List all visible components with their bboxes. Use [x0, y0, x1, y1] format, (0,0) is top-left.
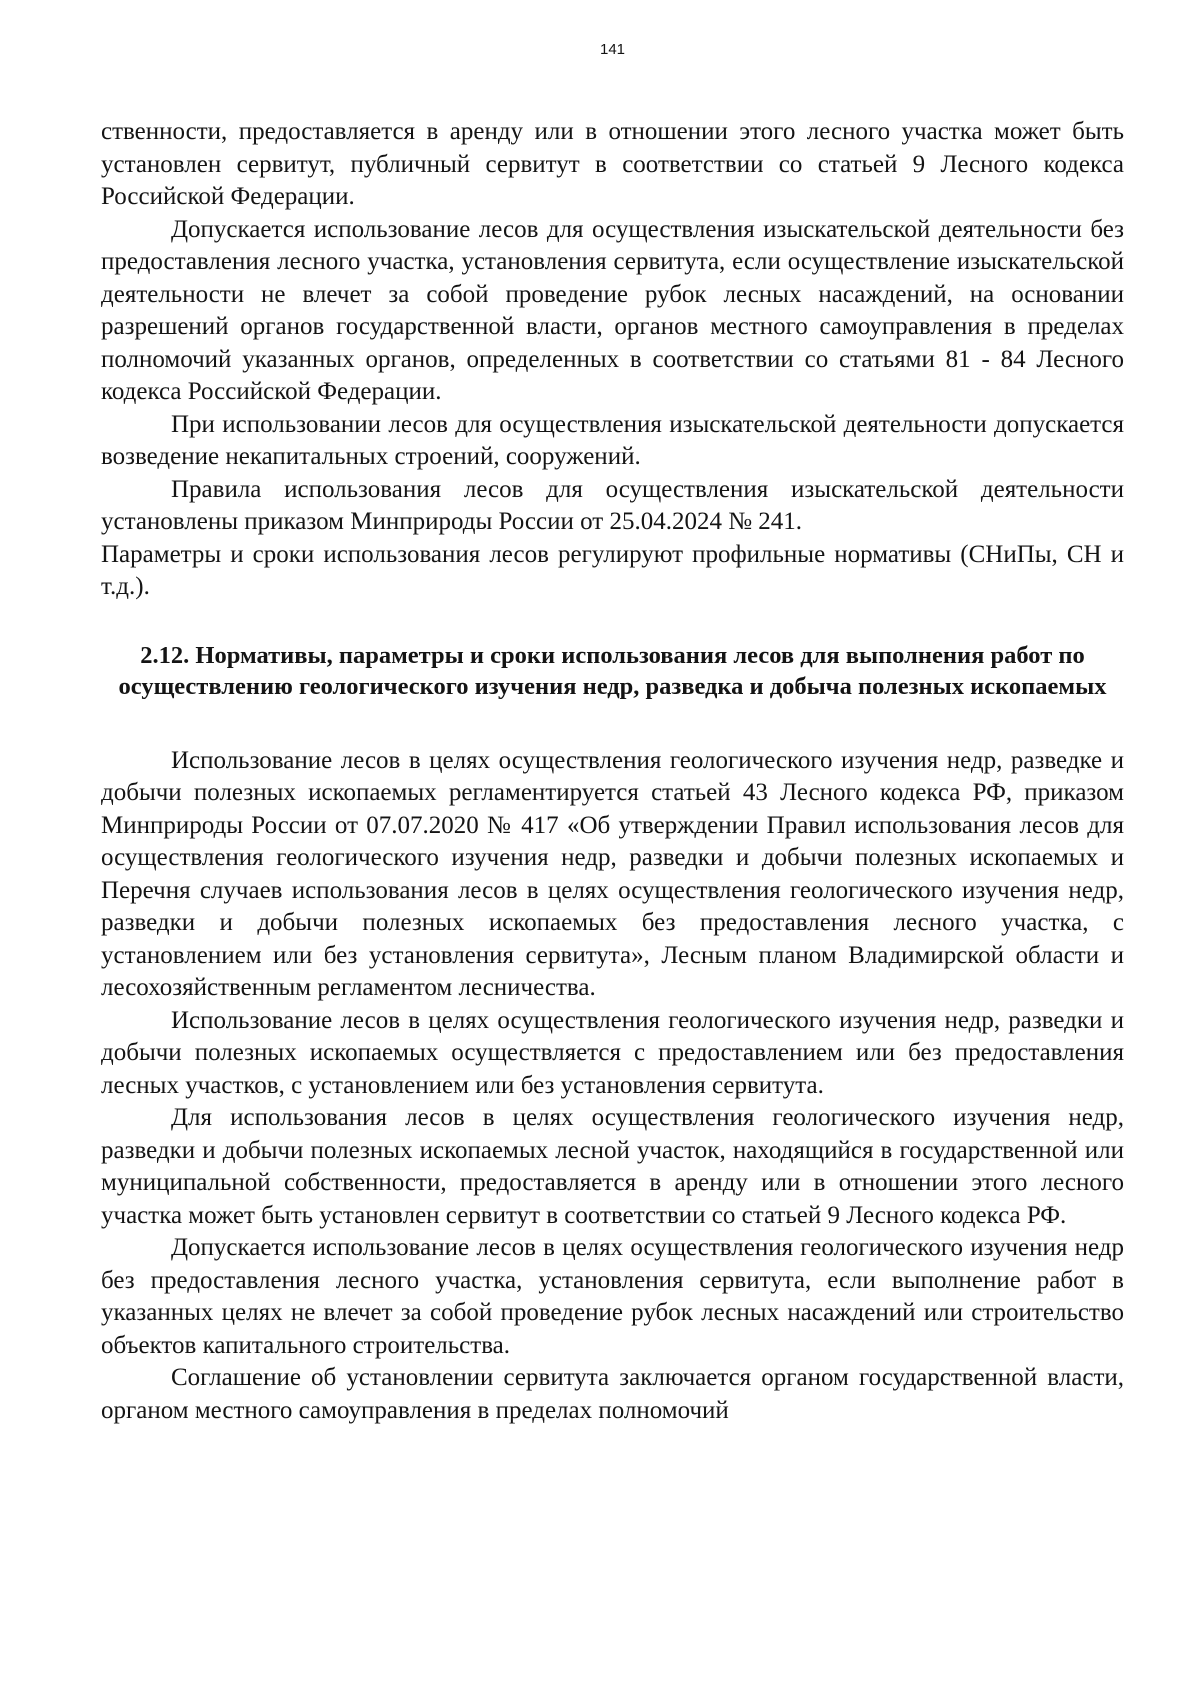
- page-number: 141: [599, 41, 626, 58]
- paragraph-with-or-without-plot: Использование лесов в целях осуществления геологического изучения недр, разведки и добычи полезных ископаемых осуществляется с предоставлением или без предоставления лесных участков, с установлением или без установления сервитута.: [101, 1006, 1124, 1099]
- paragraph-survey-without-plot: Допускается использование лесов для осуществления изыскательской деятельности без предоставления лесного участка, установления сервитута, если осуществление изыскательской деятельности не влечет за собой проведение рубок лесных насаждений, на основании разрешений органов государственной власти, органов местного самоуправления в пределах полномочий указанных органов, определенных в соответствии со статьями 81 - 84 Лесного кодекса Российской Федерации.: [101, 215, 1124, 405]
- section-heading: 2.12. Нормативы, параметры и сроки использования лесов для выполнения работ по осуществлению геологического изучения недр, разведка и добыча полезных ископаемых: [118, 641, 1107, 700]
- paragraph-survey-rules: Правила использования лесов для осуществления изыскательской деятельности установлены приказом Минприроды России от 25.04.2024 № 241.: [101, 475, 1124, 535]
- paragraph-parameters-norms: Параметры и сроки использования лесов регулируют профильные нормативы (СНиПы, СН и т.д.).: [101, 540, 1124, 600]
- paragraph-temporary-structures: При использовании лесов для осуществления изыскательской деятельности допускается возведение некапитальных строений, сооружений.: [101, 410, 1124, 470]
- paragraph-use-without-plot: Допускается использование лесов в целях осуществления геологического изучения недр без предоставления лесного участка, установления сервитута, если выполнение работ в указанных целях не влечет за собой проведение рубок лесных насаждений или строительство объектов капитального строительства.: [101, 1234, 1124, 1359]
- paragraph-servitude-agreement: Соглашение об установлении сервитута заключается органом государственной власти, органом местного самоуправления в пределах полномочий: [101, 1364, 1124, 1424]
- paragraph-lease-or-servitude: Для использования лесов в целях осуществления геологического изучения недр, разведки и добычи полезных ископаемых лесной участок, находящийся в государственной или муниципальной собственности, предоставляется в аренду или в отношении этого лесного участка может быть установлен сервитут в соответствии со статьей 9 Лесного кодекса РФ.: [101, 1104, 1124, 1229]
- paragraph-regulation: Использование лесов в целях осуществления геологического изучения недр, разведке и добычи полезных ископаемых регламентируется статьей 43 Лесного кодекса РФ, приказом Минприроды России от 07.07.2020 № 417 «Об утверждении Правил использования лесов для осуществления геологического изучения недр, разведки и добычи полезных ископаемых и Перечня случаев использования лесов в целях осуществления геологического изучения недр, разведки и добычи полезных ископаемых без предоставления лесного участка, с установлением или без установления сервитута», Лесным планом Владимирской области и лесохозяйственным регламентом лесничества.: [101, 746, 1124, 1001]
- paragraph-continuation: ственности, предоставляется в аренду или в отношении этого лесного участка может быть установлен сервитут, публичный сервитут в соответствии со статьей 9 Лесного кодекса Российской Федерации.: [101, 118, 1124, 210]
